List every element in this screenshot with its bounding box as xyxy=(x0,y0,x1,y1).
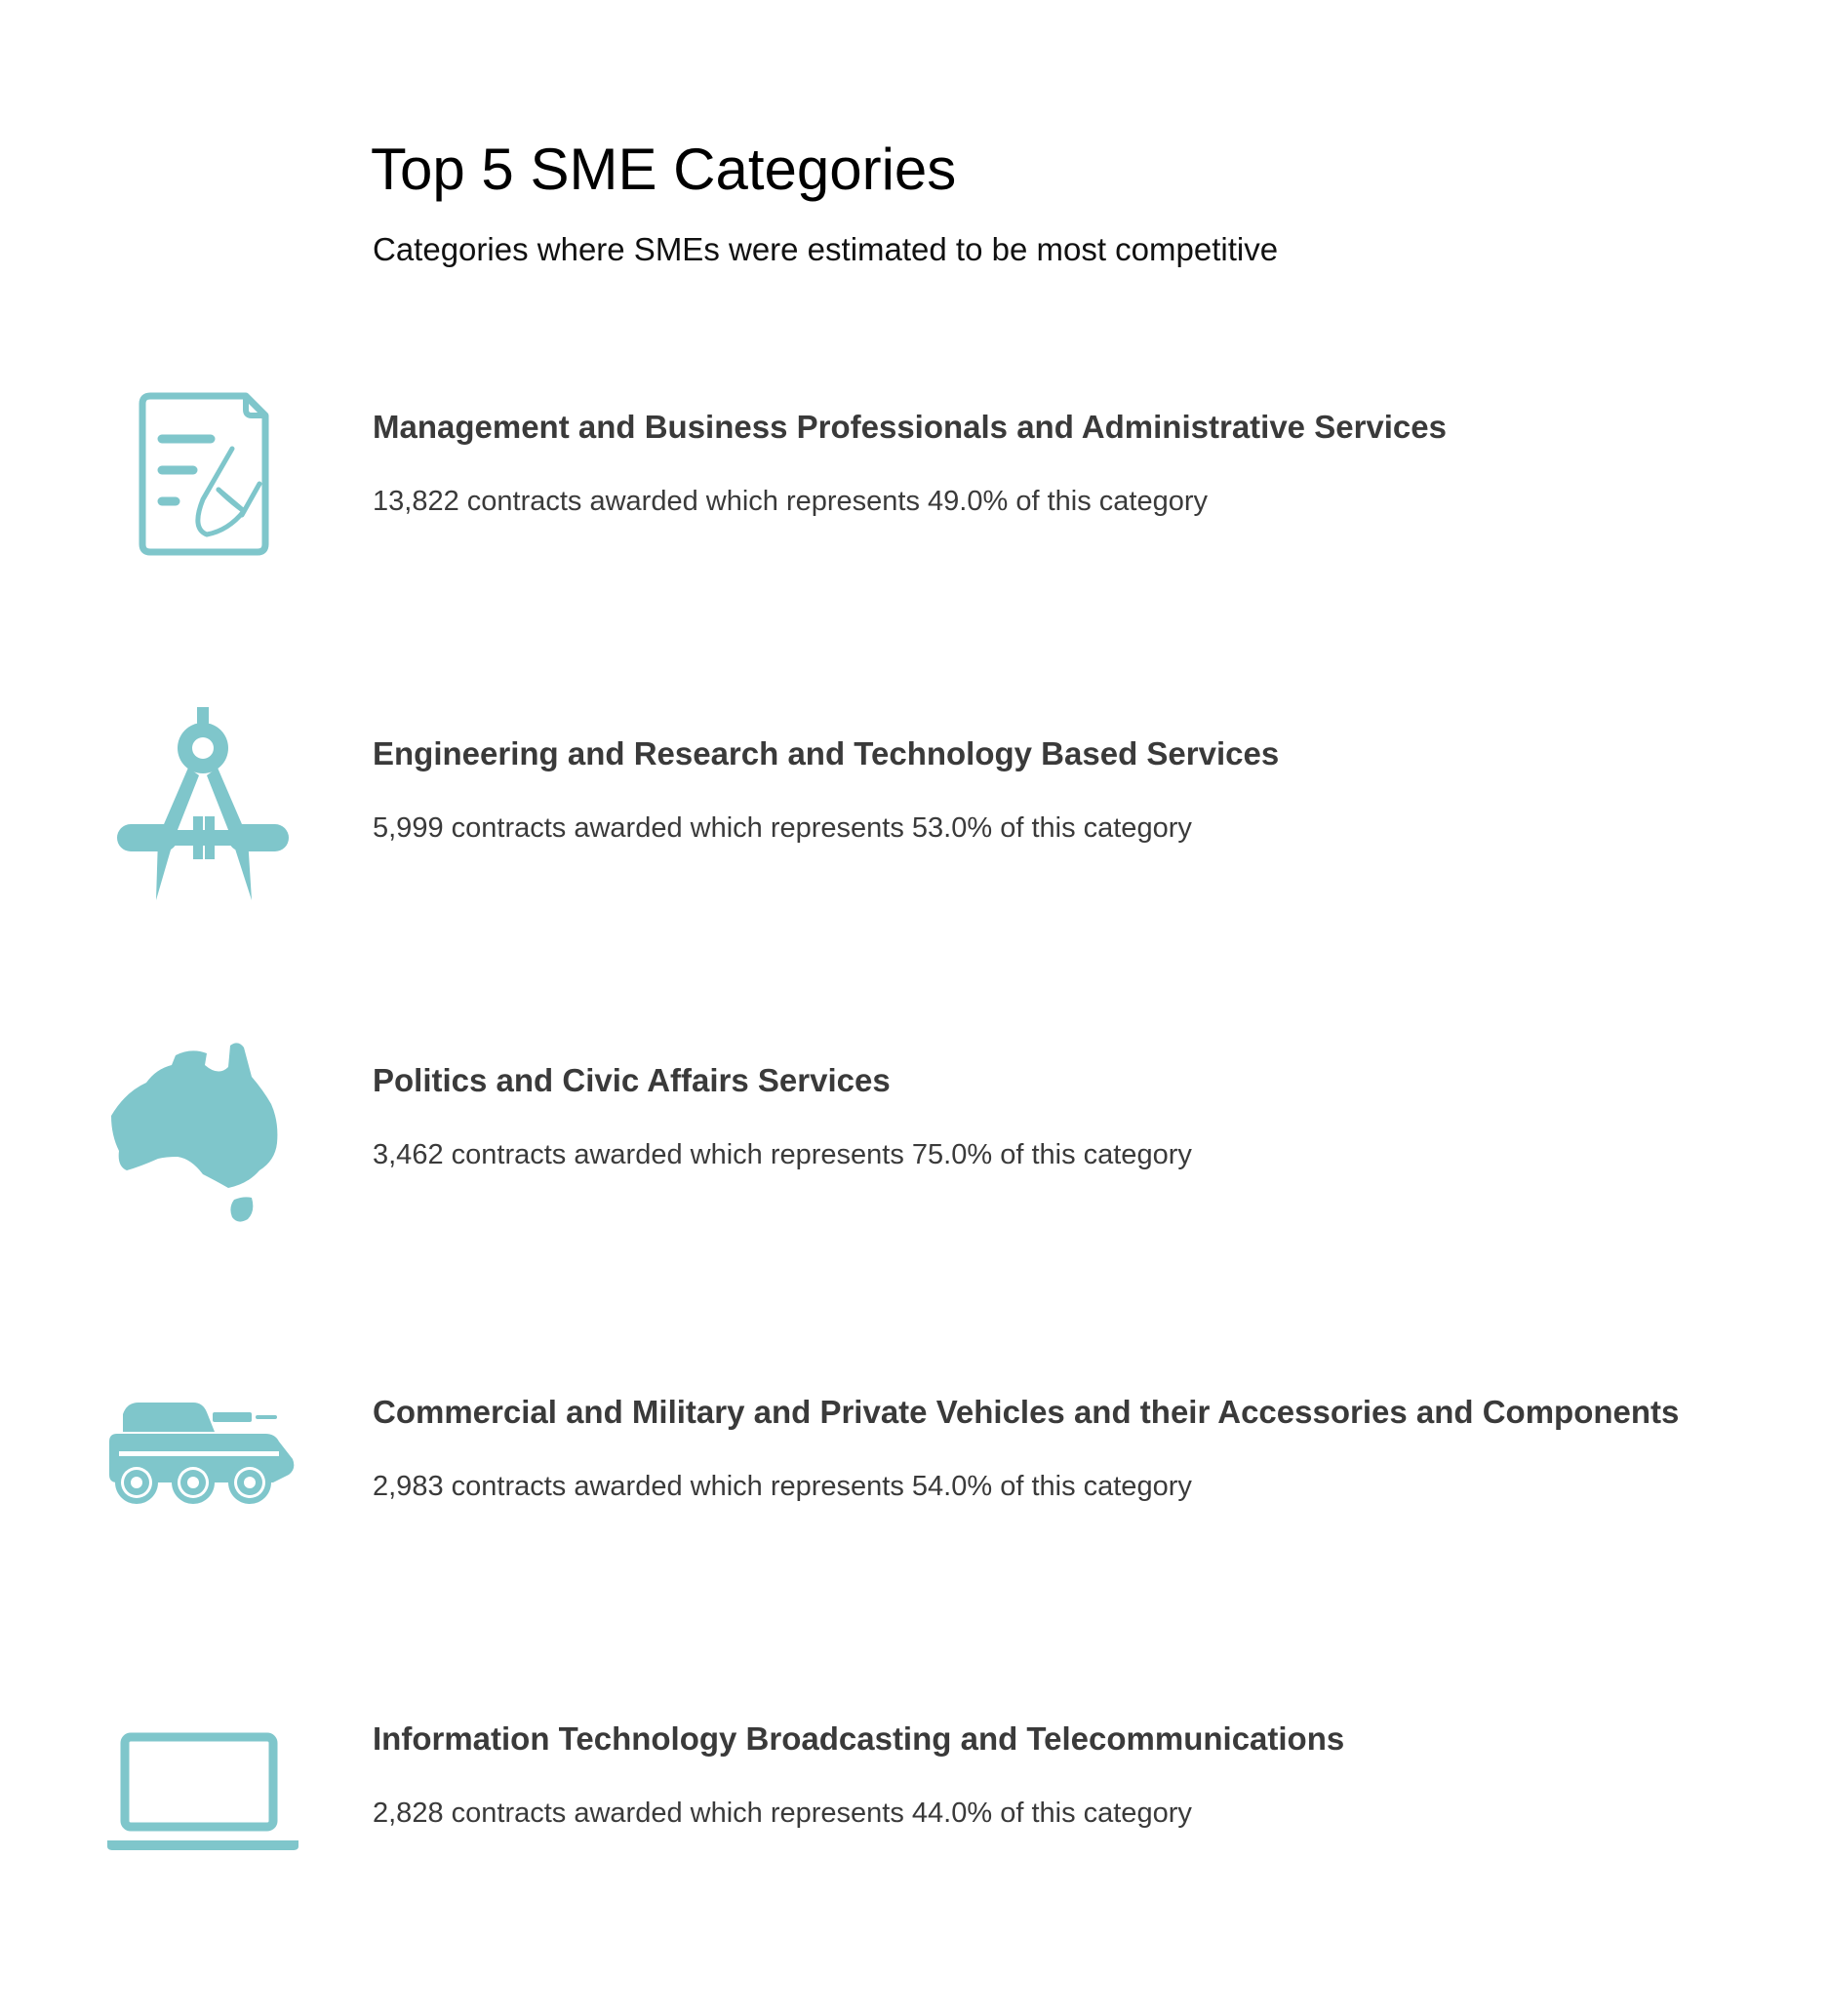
category-item-politics xyxy=(0,1034,1829,1287)
category-description: 3,462 contracts awarded which represents 75.0% of this category xyxy=(373,1139,1192,1170)
category-item-vehicles xyxy=(0,1365,1829,1619)
laptop-icon xyxy=(98,1692,312,1907)
category-name: Management and Business Professionals and Administrative Services xyxy=(373,409,1447,445)
australia-map-icon xyxy=(98,1034,312,1248)
contract-signing-icon xyxy=(98,380,312,595)
category-name: Commercial and Military and Private Vehicles and their Accessories and Components xyxy=(373,1394,1680,1430)
category-description: 5,999 contracts awarded which represents 53.0% of this category xyxy=(373,812,1192,844)
category-item-engineering xyxy=(0,707,1829,961)
category-name: Engineering and Research and Technology Based Services xyxy=(373,735,1280,771)
page-subtitle: Categories where SMEs were estimated to be most competitive xyxy=(373,231,1279,267)
armored-vehicle-icon xyxy=(98,1365,312,1580)
category-item-management xyxy=(0,380,1829,634)
category-description: 2,983 contracts awarded which represents 54.0% of this category xyxy=(373,1471,1192,1502)
category-description: 2,828 contracts awarded which represents 44.0% of this category xyxy=(373,1798,1192,1829)
category-description: 13,822 contracts awarded which represents 49.0% of this category xyxy=(373,486,1208,517)
category-name: Politics and Civic Affairs Services xyxy=(373,1062,891,1098)
category-item-it xyxy=(0,1692,1829,1946)
page-title: Top 5 SME Categories xyxy=(371,137,957,202)
drafting-compass-icon xyxy=(98,707,312,922)
category-name: Information Technology Broadcasting and Telecommunications xyxy=(373,1720,1345,1757)
